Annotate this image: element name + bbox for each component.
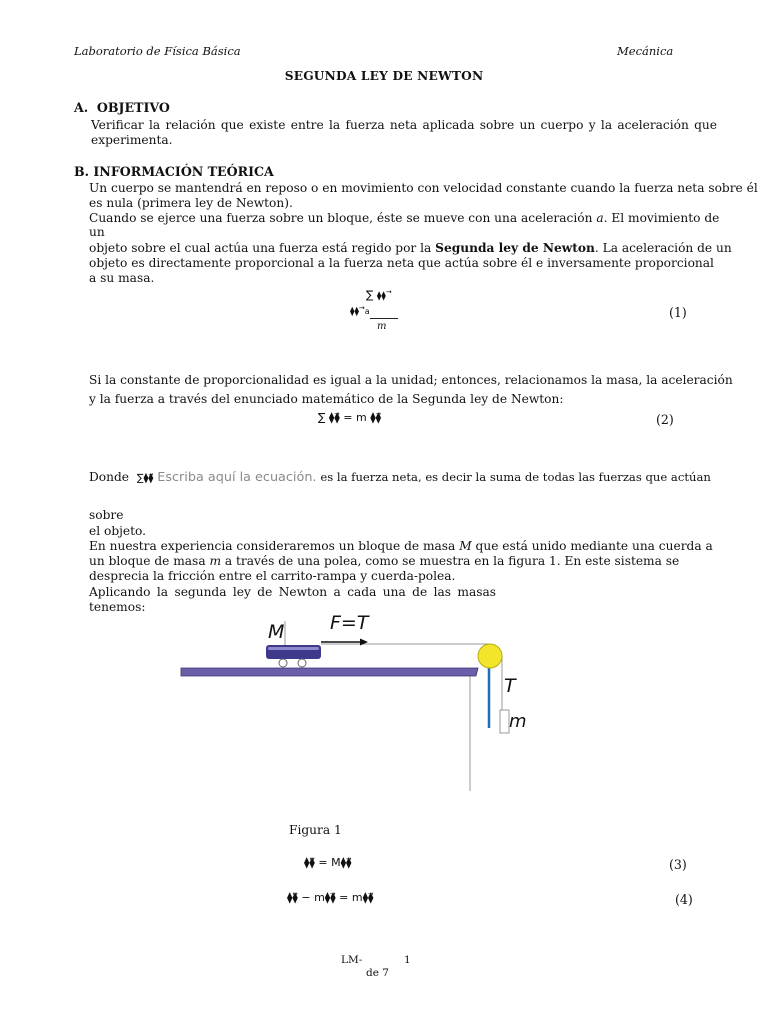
donde-line [89,470,711,486]
ramp [181,668,478,676]
p5-var-M: M [459,539,472,553]
section-b-p3-line2: objeto es directamente proporcional a la fuerza neta que actúa sobre él e inversamente proporcional [89,256,714,270]
eq1-lhs-glyph: ⧫⧫ [350,307,359,317]
donde-symbol: ∑⧫⧫⃗ [136,473,154,484]
p5-l1-a: En nuestra experiencia consideraremos un bloque de masa [89,539,460,553]
eq1-num-arrow: → [385,288,392,296]
eq2: ∑ ⧫⧫⃗ = m ⧫⧫⃗ [318,411,382,424]
header-right: Mecánica [617,44,674,58]
section-b-p5-line1 [89,539,713,554]
section-b-p4-line1: Si la constante de proporcionalidad es igual a la unidad; entonces, relacionamos la masa, la aceleración [89,373,733,387]
eq1-lhs [350,304,370,317]
section-b-p2-line1 [89,211,719,226]
p5-var-m: m [209,554,222,568]
eq2-number: (2) [656,412,674,427]
hanging-mass [500,710,509,733]
section-a-line2: experimenta. [91,133,173,147]
eq4-number: (4) [675,892,693,907]
cart-wheel-right [298,659,306,667]
figure-label-m: m [509,711,527,732]
page-title: SEGUNDA LEY DE NEWTON [284,69,484,83]
figure-label-F: F=T [330,612,369,634]
donde-rest: es la fuerza neta, es decir la suma de todas las fuerzas que actúan [320,470,711,484]
eq1-denominator: m [377,321,387,332]
header-left: Laboratorio de Física Básica [74,44,241,58]
cart-highlight [268,647,319,650]
cart-wheel-left [279,659,287,667]
p3-text-a: objeto sobre el cual actúa una fuerza está regido por la [89,241,436,255]
section-b-p3-line1 [89,241,732,256]
el-objeto: el objeto. [89,524,147,538]
footer-lm: LM- [341,954,363,966]
p5-l2-b: a través de una polea, como se muestra en la figura 1. En este sistema se [221,554,680,568]
eq1-number: (1) [669,305,687,320]
eq1-fraction-bar [370,318,398,319]
donde-word: Donde [89,470,129,484]
p5-l1-b: que está unido mediante una cuerda a [471,539,713,553]
footer-of: de 7 [366,967,389,979]
section-b-p5-line2 [89,554,679,569]
section-b-p4-line2: y la fuerza a través del enunciado matemático de la Segunda ley de Newton: [89,392,564,406]
footer-page: 1 [404,954,411,966]
section-b-p3-line3: a su masa. [89,271,155,285]
eq1-num-glyph: ⧫⧫ [376,291,386,302]
figure-1-diagram [0,600,768,800]
eq1-lhs-arrow: → [358,304,365,312]
figure-caption: Figura 1 [289,823,342,837]
section-b-heading: B. INFORMACIÓN TEÓRICA [74,164,274,179]
section-a-line1: Verificar la relación que existe entre la fuerza neta aplicada sobre un cuerpo y la aceleración que [91,118,717,132]
section-b-p1-line2: es nula (primera ley de Newton). [89,196,293,210]
figure-label-M: M [268,621,285,643]
section-b-p6-line2: tenemos: [89,600,146,614]
p5-l2-a: un bloque de masa [89,554,210,568]
section-a-heading: A. OBJETIVO [74,100,170,115]
section-b-p2-line2: un [89,225,105,239]
eq1-lhs-var: a [364,307,370,316]
p2-text-b: . El movimiento de [603,211,720,225]
sobre-word: sobre [89,508,124,522]
p2-text-a: Cuando se ejerce una fuerza sobre un bloque, éste se mueve con una aceleración [89,211,597,225]
eq3: ⧫⧫⃡ = M⧫⧫⃗ [304,856,352,869]
p3-bold: Segunda ley de Newton [435,241,595,255]
eq1-numerator [366,288,392,302]
eq4: ⧫⧫⃡ − m⧫⧫⃗ = m⧫⧫⃗ [287,891,374,904]
eq1-sum: ∑ [366,288,374,302]
eq3-number: (3) [669,857,687,872]
p2-var-a: a [596,211,604,225]
section-b-p1-line1: Un cuerpo se mantendrá en reposo o en movimiento con velocidad constante cuando la fuerza neta sobre él [89,181,758,195]
section-b-p5-line3: desprecia la fricción entre el carrito-rampa y cuerda-polea. [89,569,456,583]
section-b-p6-line1: Aplicando la segunda ley de Newton a cada una de las masas [89,585,496,599]
figure-label-T: T [504,675,516,697]
pulley [478,644,502,668]
equation-placeholder[interactable]: Escriba aquí la ecuación. [157,470,317,485]
p3-text-b: . La aceleración de un [594,241,732,255]
